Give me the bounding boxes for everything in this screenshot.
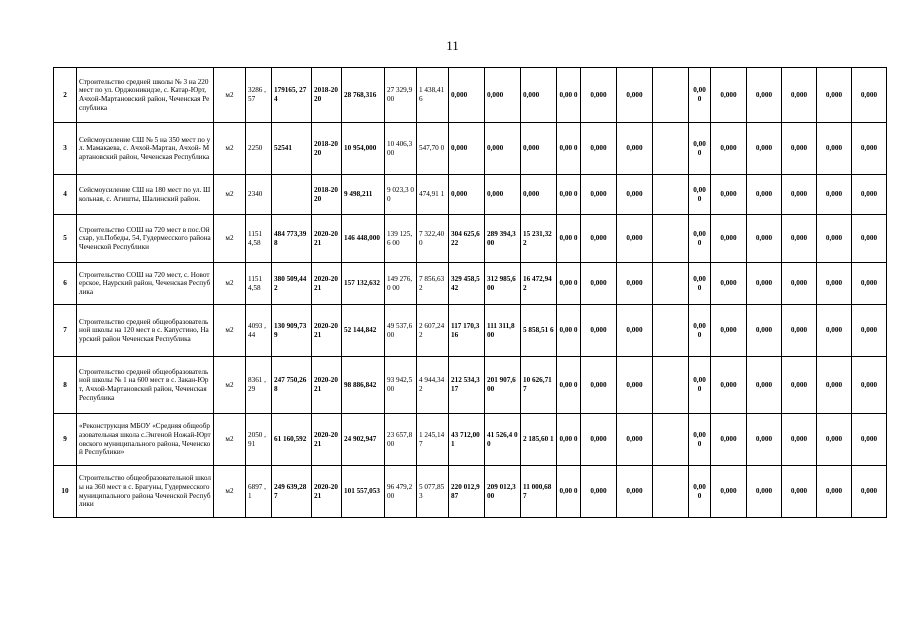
cell-v1: 24 902,947: [342, 414, 385, 466]
cell-v14: 0,000: [782, 175, 817, 215]
cell-unit: м2: [214, 123, 246, 175]
cell-total: 247 750,268: [272, 357, 312, 414]
cell-v8: 0,000: [581, 215, 617, 263]
cell-v14: 0,000: [782, 215, 817, 263]
cell-v15: 0,000: [817, 357, 852, 414]
cell-v10: [653, 68, 689, 123]
cell-v5: 111 311,8 00: [485, 305, 521, 357]
page-number: 11: [446, 38, 459, 53]
cell-num: 4: [54, 175, 77, 215]
cell-v7: 0,00 0: [557, 466, 581, 518]
cell-v2: 96 479,2 00: [385, 466, 417, 518]
cell-period: 2018-2020: [312, 68, 342, 123]
cell-v11: 0,00 0: [689, 68, 711, 123]
cell-total: 61 160,592: [272, 414, 312, 466]
cell-v2: 23 657,8 00: [385, 414, 417, 466]
cell-v10: [653, 357, 689, 414]
cell-v10: [653, 263, 689, 305]
cell-v16: 0,000: [852, 466, 887, 518]
cell-v7: 0,00 0: [557, 175, 581, 215]
cell-v7: 0,00 0: [557, 414, 581, 466]
cell-v10: [653, 466, 689, 518]
cell-v12: 0,000: [711, 123, 747, 175]
cell-unit: м2: [214, 305, 246, 357]
cell-v4: 43 712,001: [449, 414, 485, 466]
cell-v3: 547,70 0: [417, 123, 449, 175]
cell-v6: 10 626,71 7: [521, 357, 557, 414]
cell-name: Строительство СОШ на 720 мест в пос.Ойсхар, ул.Победы, 54, Гудермесского района Чеченской Республики: [77, 215, 214, 263]
cell-v13: 0,000: [747, 123, 782, 175]
cell-period: 2020-2021: [312, 357, 342, 414]
cell-v4: 0,000: [449, 123, 485, 175]
cell-v15: 0,000: [817, 123, 852, 175]
table-row: [54, 305, 887, 357]
cell-total: 130 909,739: [272, 305, 312, 357]
cell-v13: 0,000: [747, 263, 782, 305]
cell-area: 4093 ,44: [246, 305, 272, 357]
cell-total: 484 773,398: [272, 215, 312, 263]
cell-v4: 117 170,316: [449, 305, 485, 357]
table-row: [54, 215, 887, 263]
cell-v3: 474,91 1: [417, 175, 449, 215]
cell-num: 7: [54, 305, 77, 357]
cell-v7: 0,00 0: [557, 263, 581, 305]
cell-v10: [653, 215, 689, 263]
cell-v10: [653, 414, 689, 466]
cell-v8: 0,000: [581, 414, 617, 466]
cell-num: 9: [54, 414, 77, 466]
cell-v2: 49 537,6 00: [385, 305, 417, 357]
cell-v9: 0,000: [617, 68, 653, 123]
cell-v13: 0,000: [747, 466, 782, 518]
table-row: [54, 175, 887, 215]
cell-v2: 93 942,5 00: [385, 357, 417, 414]
cell-v10: [653, 123, 689, 175]
cell-v15: 0,000: [817, 68, 852, 123]
cell-area: 1151 4,58: [246, 215, 272, 263]
cell-period: 2020-2021: [312, 215, 342, 263]
cell-v6: 15 231,32 2: [521, 215, 557, 263]
cell-name: Сейсмоусиление СШ на 180 мест по ул. Школьная, с. Агишты, Шалинский район.: [77, 175, 214, 215]
cell-unit: м2: [214, 175, 246, 215]
cell-v16: 0,000: [852, 123, 887, 175]
cell-v16: 0,000: [852, 414, 887, 466]
cell-period: 2020-2021: [312, 263, 342, 305]
cell-v2: 10 406,3 00: [385, 123, 417, 175]
cell-v3: 7 322,40 0: [417, 215, 449, 263]
cell-v4: 0,000: [449, 175, 485, 215]
cell-v9: 0,000: [617, 263, 653, 305]
cell-v12: 0,000: [711, 357, 747, 414]
cell-v5: 0,000: [485, 68, 521, 123]
cell-name: Строительство средней общеобразовательной школы на 120 мест в с. Капустино, Наурский район Чеченская Республика: [77, 305, 214, 357]
cell-num: 8: [54, 357, 77, 414]
cell-v8: 0,000: [581, 123, 617, 175]
cell-v12: 0,000: [711, 305, 747, 357]
cell-v7: 0,00 0: [557, 305, 581, 357]
cell-area: 3286 ,57: [246, 68, 272, 123]
cell-area: 2340: [246, 175, 272, 215]
cell-v11: 0,00 0: [689, 414, 711, 466]
cell-v6: 0,000: [521, 123, 557, 175]
cell-v8: 0,000: [581, 305, 617, 357]
cell-v6: 0,000: [521, 68, 557, 123]
cell-v14: 0,000: [782, 466, 817, 518]
cell-v1: 28 768,316: [342, 68, 385, 123]
cell-period: 2018-2020: [312, 175, 342, 215]
cell-num: 2: [54, 68, 77, 123]
cell-period: 2018-2020: [312, 123, 342, 175]
cell-v3: 7 856,63 2: [417, 263, 449, 305]
cell-name: Строительство СОШ на 720 мест, с. Новотерское, Наурский район, Чеченская Республика: [77, 263, 214, 305]
cell-v9: 0,000: [617, 466, 653, 518]
cell-name: Строительство средней общеобразовательной школы № 1 на 600 мест в с. Закан-Юрт, Ачхой-Мартановский район, Чеченская Республика: [77, 357, 214, 414]
table-row: [54, 466, 887, 518]
cell-v12: 0,000: [711, 68, 747, 123]
cell-v9: 0,000: [617, 414, 653, 466]
cell-v1: 98 886,842: [342, 357, 385, 414]
cell-v1: 101 557,053: [342, 466, 385, 518]
cell-name: «Реконструкция МБОУ «Средняя общеобразовательная школа с.Энгеной Ножай-Юртовского муниципального района, Чеченской Республики»: [77, 414, 214, 466]
cell-v5: 209 012,3 00: [485, 466, 521, 518]
cell-name: Строительство средней школы № 3 на 220 мест по ул. Орджоникидзе, с. Катар-Юрт, Ачхой-Мартановский район, Чеченская Республика: [77, 68, 214, 123]
cell-period: 2020-2021: [312, 466, 342, 518]
cell-v14: 0,000: [782, 68, 817, 123]
cell-unit: м2: [214, 357, 246, 414]
cell-v5: 201 907,6 00: [485, 357, 521, 414]
cell-v5: 41 526,4 00: [485, 414, 521, 466]
cell-v10: [653, 175, 689, 215]
cell-unit: м2: [214, 414, 246, 466]
cell-v11: 0,00 0: [689, 357, 711, 414]
cell-v4: 212 534,317: [449, 357, 485, 414]
cell-v14: 0,000: [782, 305, 817, 357]
cell-v7: 0,00 0: [557, 123, 581, 175]
cell-area: 1151 4,58: [246, 263, 272, 305]
cell-num: 3: [54, 123, 77, 175]
cell-period: 2020-2021: [312, 414, 342, 466]
cell-v2: 149 276,0 00: [385, 263, 417, 305]
cell-v10: [653, 305, 689, 357]
cell-v2: 27 329,9 00: [385, 68, 417, 123]
cell-period: 2020-2021: [312, 305, 342, 357]
cell-v6: 0,000: [521, 175, 557, 215]
cell-v7: 0,00 0: [557, 68, 581, 123]
cell-name: Строительство общеобразовательной школы на 360 мест в с. Брагуны, Гудермесского муниципального района Чеченской Республики: [77, 466, 214, 518]
cell-v8: 0,000: [581, 357, 617, 414]
cell-v14: 0,000: [782, 263, 817, 305]
cell-area: 6897 ,1: [246, 466, 272, 518]
cell-v1: 157 132,632: [342, 263, 385, 305]
cell-name: Сейсмоусиление СШ № 5 на 350 мест по ул. Мамакаева, с. Ачхой-Мартан, Ачхой- Мартановский район, Чеченская Республика: [77, 123, 214, 175]
financing-table: [53, 67, 887, 518]
cell-v15: 0,000: [817, 414, 852, 466]
cell-num: 10: [54, 466, 77, 518]
cell-v13: 0,000: [747, 68, 782, 123]
cell-v4: 220 012,987: [449, 466, 485, 518]
cell-v13: 0,000: [747, 414, 782, 466]
cell-v1: 52 144,842: [342, 305, 385, 357]
cell-total: 249 639,287: [272, 466, 312, 518]
cell-v16: 0,000: [852, 305, 887, 357]
cell-v13: 0,000: [747, 215, 782, 263]
cell-v2: 9 023,3 00: [385, 175, 417, 215]
cell-v7: 0,00 0: [557, 215, 581, 263]
cell-v5: 0,000: [485, 123, 521, 175]
cell-v15: 0,000: [817, 215, 852, 263]
cell-v16: 0,000: [852, 175, 887, 215]
cell-num: 6: [54, 263, 77, 305]
cell-v12: 0,000: [711, 215, 747, 263]
cell-area: 8361 ,29: [246, 357, 272, 414]
cell-v16: 0,000: [852, 68, 887, 123]
cell-v9: 0,000: [617, 215, 653, 263]
cell-v1: 146 448,000: [342, 215, 385, 263]
cell-v13: 0,000: [747, 305, 782, 357]
cell-v4: 329 458,542: [449, 263, 485, 305]
cell-v3: 2 607,24 2: [417, 305, 449, 357]
cell-v6: 2 185,60 1: [521, 414, 557, 466]
cell-area: 2050 ,91: [246, 414, 272, 466]
cell-v16: 0,000: [852, 263, 887, 305]
cell-unit: м2: [214, 68, 246, 123]
cell-v9: 0,000: [617, 123, 653, 175]
cell-num: 5: [54, 215, 77, 263]
cell-v9: 0,000: [617, 357, 653, 414]
cell-v11: 0,00 0: [689, 305, 711, 357]
cell-v8: 0,000: [581, 466, 617, 518]
cell-v8: 0,000: [581, 175, 617, 215]
cell-v13: 0,000: [747, 357, 782, 414]
cell-v3: 4 944,34 2: [417, 357, 449, 414]
cell-v3: 5 077,85 3: [417, 466, 449, 518]
cell-v1: 9 498,211: [342, 175, 385, 215]
cell-v15: 0,000: [817, 175, 852, 215]
cell-v11: 0,00 0: [689, 123, 711, 175]
cell-v11: 0,00 0: [689, 263, 711, 305]
cell-v8: 0,000: [581, 68, 617, 123]
cell-v12: 0,000: [711, 263, 747, 305]
cell-v5: 312 985,6 00: [485, 263, 521, 305]
cell-v3: 1 438,41 6: [417, 68, 449, 123]
table-row: [54, 414, 887, 466]
cell-v11: 0,00 0: [689, 175, 711, 215]
cell-v6: 5 858,51 6: [521, 305, 557, 357]
cell-v9: 0,000: [617, 175, 653, 215]
table-row: [54, 123, 887, 175]
cell-v6: 11 000,68 7: [521, 466, 557, 518]
cell-total: 380 509,442: [272, 263, 312, 305]
table-row: [54, 263, 887, 305]
cell-v12: 0,000: [711, 175, 747, 215]
cell-unit: м2: [214, 215, 246, 263]
cell-total: 179165, 274: [272, 68, 312, 123]
cell-unit: м2: [214, 263, 246, 305]
table-row: [54, 357, 887, 414]
cell-v13: 0,000: [747, 175, 782, 215]
cell-v14: 0,000: [782, 414, 817, 466]
cell-v12: 0,000: [711, 414, 747, 466]
cell-total: [272, 175, 312, 215]
cell-v12: 0,000: [711, 466, 747, 518]
cell-v16: 0,000: [852, 357, 887, 414]
cell-v5: 0,000: [485, 175, 521, 215]
cell-v16: 0,000: [852, 215, 887, 263]
cell-v8: 0,000: [581, 263, 617, 305]
cell-v11: 0,00 0: [689, 215, 711, 263]
cell-v4: 304 625,622: [449, 215, 485, 263]
cell-v15: 0,000: [817, 466, 852, 518]
cell-v15: 0,000: [817, 263, 852, 305]
cell-v3: 1 245,14 7: [417, 414, 449, 466]
cell-v5: 289 394,3 00: [485, 215, 521, 263]
cell-v14: 0,000: [782, 123, 817, 175]
cell-v7: 0,00 0: [557, 357, 581, 414]
cell-total: 52541: [272, 123, 312, 175]
cell-v1: 10 954,000: [342, 123, 385, 175]
cell-v4: 0,000: [449, 68, 485, 123]
cell-v9: 0,000: [617, 305, 653, 357]
cell-area: 2250: [246, 123, 272, 175]
table-row: [54, 68, 887, 123]
cell-v15: 0,000: [817, 305, 852, 357]
cell-v14: 0,000: [782, 357, 817, 414]
cell-unit: м2: [214, 466, 246, 518]
cell-v2: 139 125,6 00: [385, 215, 417, 263]
cell-v6: 16 472,94 2: [521, 263, 557, 305]
cell-v11: 0,00 0: [689, 466, 711, 518]
